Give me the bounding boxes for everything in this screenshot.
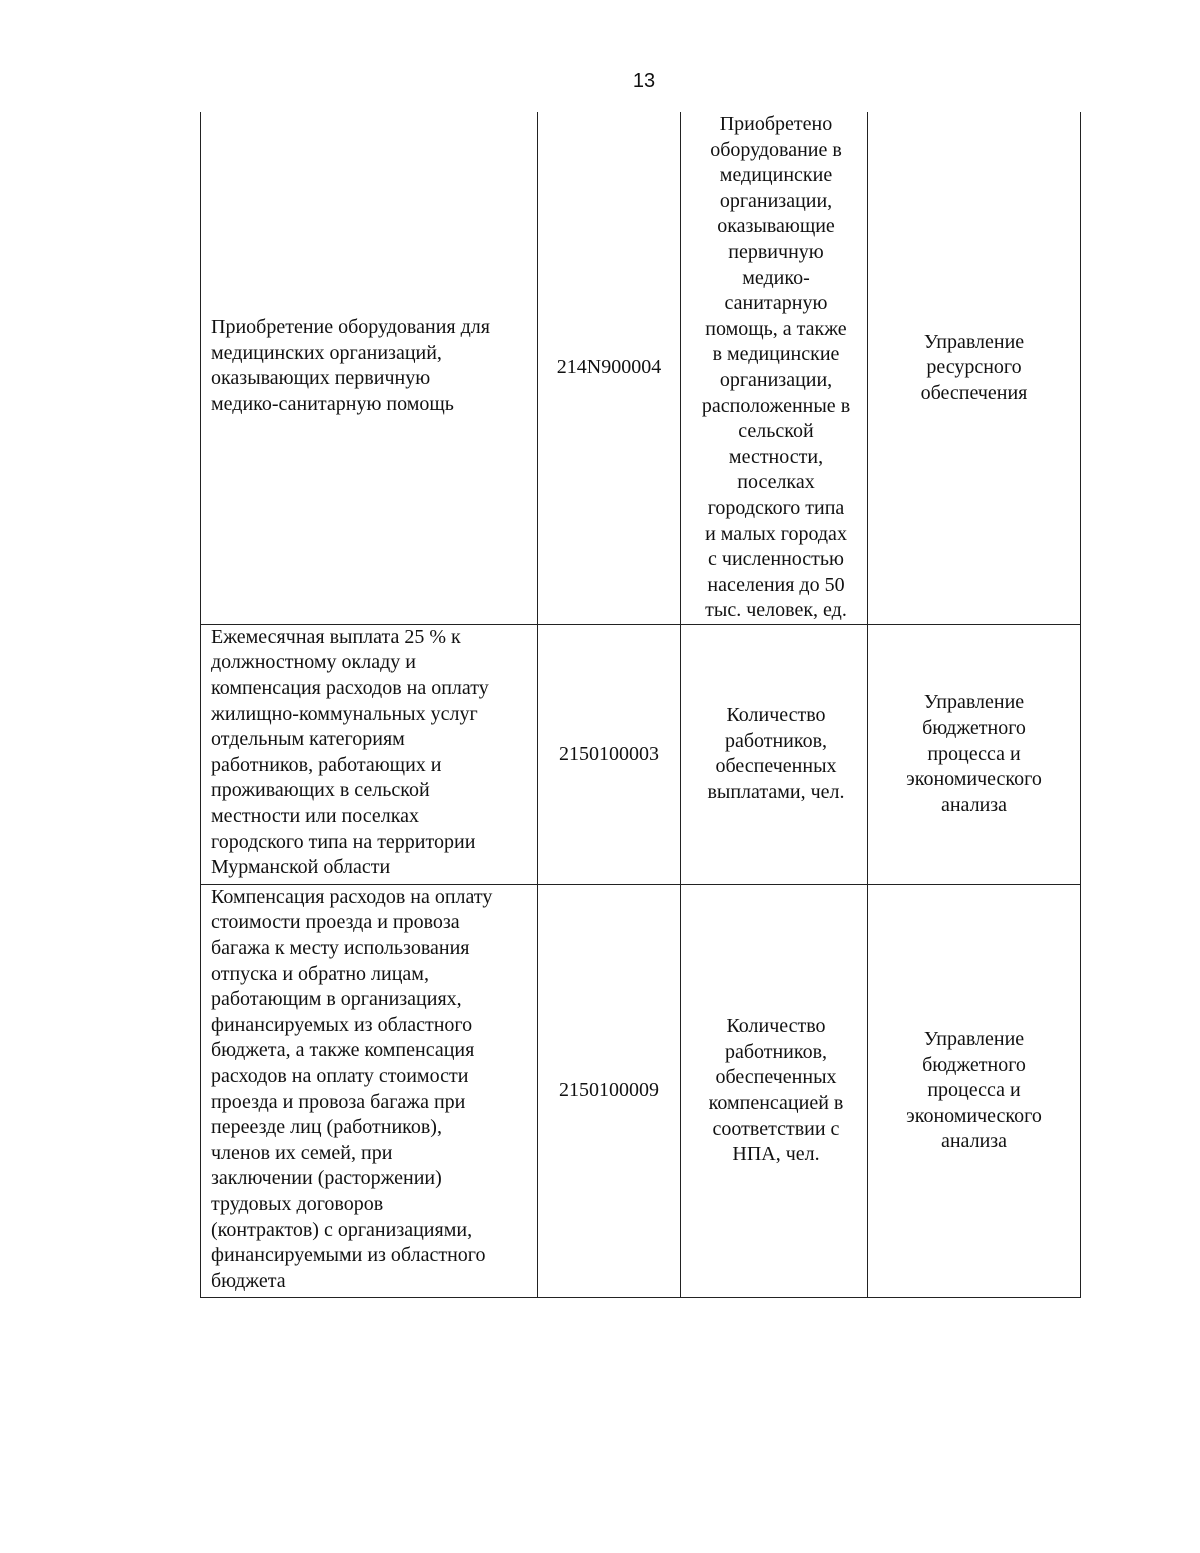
indicator-cell xyxy=(681,112,868,624)
code-cell xyxy=(538,624,681,884)
responsible-cell xyxy=(868,112,1081,624)
indicator-text: Количество работников, обеспеченных компенсацией в соответствии с НПА, чел. xyxy=(708,1015,844,1166)
responsible-cell xyxy=(868,884,1081,1298)
measure-name-cell xyxy=(201,884,538,1298)
indicator-text: Приобретено оборудование в медицинские организации, оказывающие первичную медико- санитарную помощь, а также в медицинские организации, расположенные в сельской местности, поселках городского типа и малых городах с численностью населения до 50 тыс. человек, ед. xyxy=(701,113,851,622)
responsible-text: Управление бюджетного процесса и экономического анализа xyxy=(906,1028,1042,1153)
indicator-text: Количество работников, обеспеченных выплатами, чел. xyxy=(707,704,845,803)
table-row xyxy=(201,884,1081,1298)
measure-name: Ежемесячная выплата 25 % к должностному окладу и компенсация расходов на оплату жилищно-коммунальных услуг отдельным категориям работников, работающих и проживающих в сельской местности или поселках городского типа на территории Мурманской области xyxy=(211,625,489,879)
code-cell xyxy=(538,112,681,624)
indicator-cell xyxy=(681,884,868,1298)
measures-table xyxy=(200,112,1081,1298)
measure-name-cell xyxy=(201,112,538,624)
budget-code: 2150100003 xyxy=(559,742,659,765)
measure-name: Приобретение оборудования для медицинских организаций, оказывающих первичную медико-санитарную помощь xyxy=(211,316,490,416)
budget-code: 2150100009 xyxy=(559,1079,659,1102)
measure-name-cell xyxy=(201,624,538,884)
page-number: 13 xyxy=(632,70,656,92)
responsible-text: Управление бюджетного процесса и экономического анализа xyxy=(906,691,1042,816)
responsible-text: Управление ресурсного обеспечения xyxy=(920,330,1028,404)
indicator-cell xyxy=(681,624,868,884)
responsible-cell xyxy=(868,624,1081,884)
table-row xyxy=(201,624,1081,884)
table-row xyxy=(201,112,1081,624)
budget-code: 214N900004 xyxy=(556,356,662,379)
code-cell xyxy=(538,884,681,1298)
measure-name: Компенсация расходов на оплату стоимости проезда и провоза багажа к месту использования отпуска и обратно лицам, работающим в организациях, финансируемых из областного бюджета, а также компенсация расходов на оплату стоимости проезда и провоза багажа при переезде лиц (работников), членов их семей, при заключении (расторжении) трудовых договоров (контрактов) с организациями, финансируемыми из областного бюджета xyxy=(211,885,493,1292)
